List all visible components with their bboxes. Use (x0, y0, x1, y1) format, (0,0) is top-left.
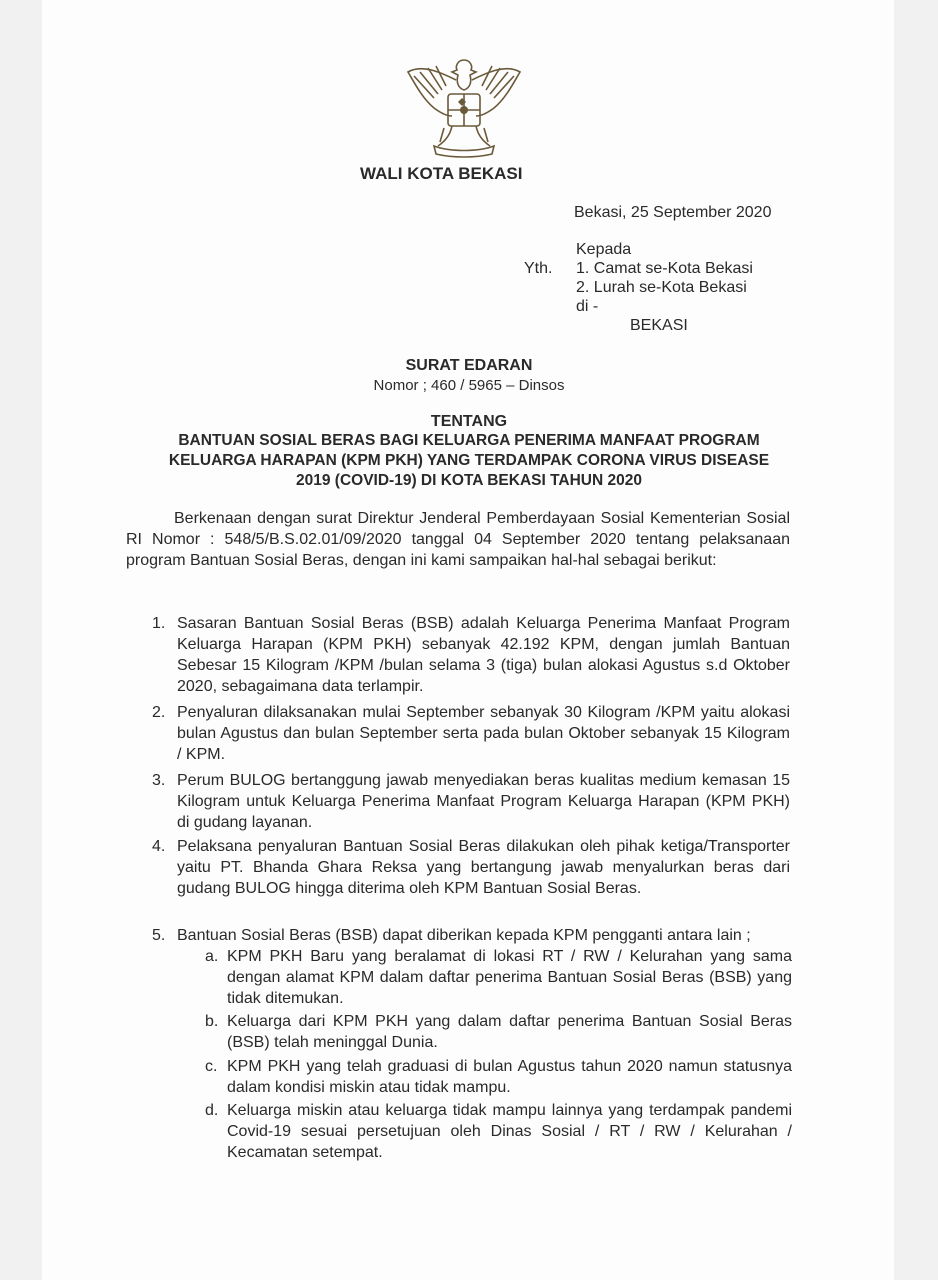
recipient-yth: Yth. (524, 260, 553, 277)
list-item: Penyaluran dilaksanakan mulai September sebanyak 30 Kilogram /KPM yaitu alokasi bulan Agustus dan bulan September serta pada bulan Oktober sebanyak 15 Kilogram / KPM. (177, 704, 790, 763)
recipient-city: BEKASI (630, 317, 688, 334)
subject-line-3: 2019 (COVID-19) DI KOTA BEKASI TAHUN 2020 (296, 472, 642, 489)
right-margin (894, 0, 938, 1280)
intro-paragraph: Berkenaan dengan surat Direktur Jenderal Pemberdayaan Sosial Kementerian Sosial RI Nomor : 548/5/B.S.02.01/09/2020 tanggal 04 September 2020 tentang pelaksanaan program Bantuan Sosial Beras, dengan ini kami sampaikan hal-hal sebagai berikut: (126, 510, 790, 569)
subitem-letter: b. (205, 1013, 219, 1030)
list-item: Bantuan Sosial Beras (BSB) dapat diberikan kepada KPM pengganti antara lain ; (177, 927, 751, 944)
subitem-letter: c. (205, 1058, 218, 1075)
sub-list-item: KPM PKH Baru yang beralamat di lokasi RT / RW / Kelurahan yang sama dengan alamat KPM dalam daftar penerima Bantuan Sosial Beras (BSB) yang tidak ditemukan. (227, 948, 792, 1007)
garuda-emblem-icon (400, 42, 528, 160)
list-item: Perum BULOG bertanggung jawab menyediakan beras kualitas medium kemasan 15 Kilogram untuk Keluarga Penerima Manfaat Program Keluarga Harapan (KPM PKH) di gudang layanan. (177, 772, 790, 831)
subitem-letter: a. (205, 948, 219, 965)
item-number: 1. (152, 615, 166, 632)
left-margin (0, 0, 42, 1280)
list-item: Sasaran Bantuan Sosial Beras (BSB) adalah Keluarga Penerima Manfaat Program Keluarga Harapan (KPM PKH) sebanyak 42.192 KPM, dengan jumlah Bantuan Sebesar 15 Kilogram /KPM /bulan selama 3 (tiga) bulan alokasi Agustus s.d Oktober 2020, sebagaimana data terlampir. (177, 615, 790, 695)
circular-title: SURAT EDARAN (405, 357, 533, 374)
subject-line-2: KELUARGA HARAPAN (KPM PKH) YANG TERDAMPAK CORONA VIRUS DISEASE (168, 452, 770, 469)
item-number: 3. (152, 772, 166, 789)
sub-list-item: KPM PKH yang telah graduasi di bulan Agustus tahun 2020 namun statusnya dalam kondisi miskin atau tidak mampu. (227, 1058, 792, 1096)
item-number: 4. (152, 838, 166, 855)
recipient-kepada: Kepada (576, 241, 632, 258)
letterhead-title: WALI KOTA BEKASI (360, 164, 523, 183)
circular-about: TENTANG (430, 413, 508, 430)
circular-number: Nomor ; 460 / 5965 – Dinsos (373, 377, 565, 394)
list-item: Pelaksana penyaluran Bantuan Sosial Beras dilakukan oleh pihak ketiga/Transporter yaitu PT. Bhanda Ghara Reksa yang bertangung jawab menyalurkan beras dari gudang BULOG hingga diterima oleh KPM Bantuan Sosial Beras. (177, 838, 790, 897)
sub-list-item: Keluarga dari KPM PKH yang dalam daftar penerima Bantuan Sosial Beras (BSB) telah meninggal Dunia. (227, 1013, 792, 1051)
recipient-di: di - (576, 298, 599, 315)
item-number: 5. (152, 927, 166, 944)
sub-list-item: Keluarga miskin atau keluarga tidak mampu lainnya yang terdampak pandemi Covid-19 sesuai persetujuan oleh Dinas Sosial / RT / RW / Kelurahan / Kecamatan setempat. (227, 1102, 792, 1161)
recipient-line-2: 2. Lurah se-Kota Bekasi (576, 279, 747, 296)
recipient-line-1: 1. Camat se-Kota Bekasi (576, 260, 753, 277)
item-number: 2. (152, 704, 166, 721)
date-line: Bekasi, 25 September 2020 (574, 204, 772, 221)
subitem-letter: d. (205, 1102, 219, 1119)
subject-line-1: BANTUAN SOSIAL BERAS BAGI KELUARGA PENERIMA MANFAAT PROGRAM (178, 432, 760, 449)
